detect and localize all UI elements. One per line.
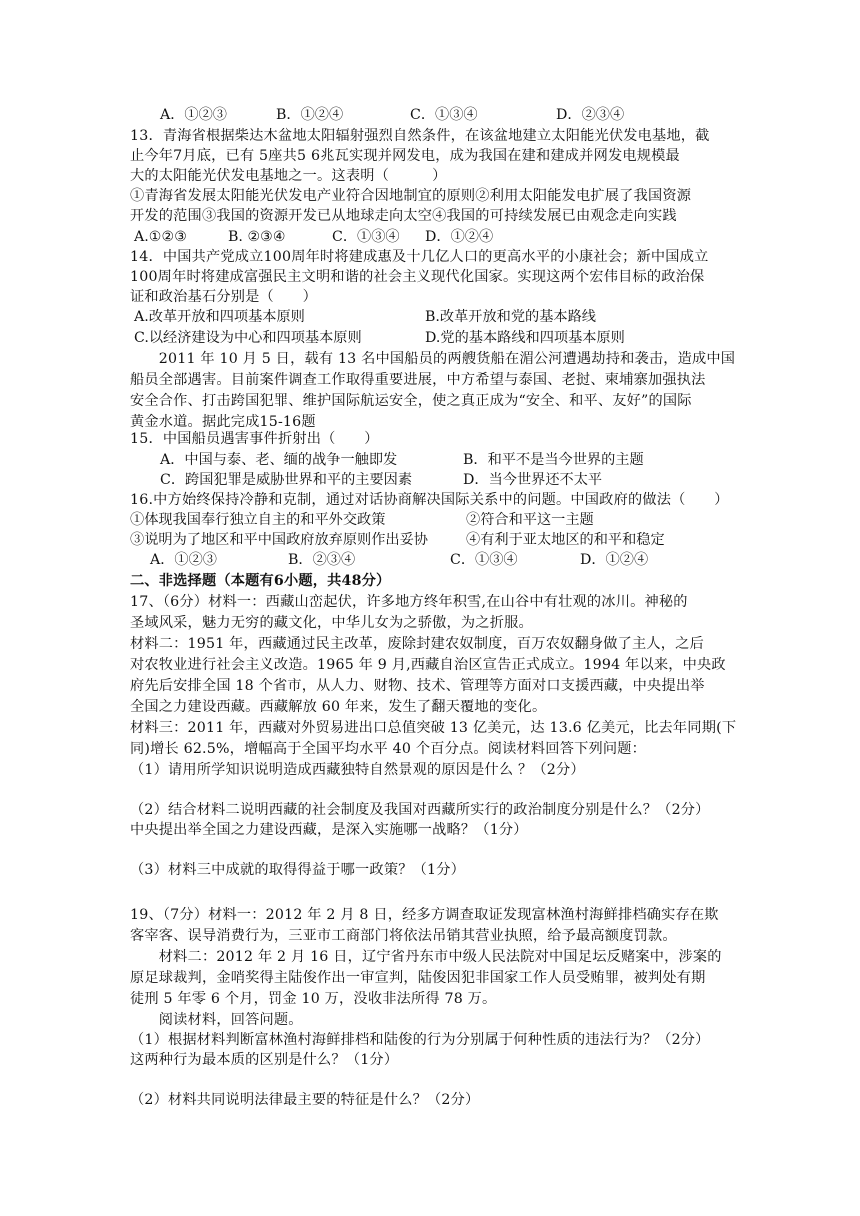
- q19-sub-question-1: 这两种行为最本质的区别是什么？（1分）: [130, 1052, 399, 1068]
- q12-option-b: B．①②④: [276, 107, 344, 123]
- q12-option-d: D．②③④: [556, 107, 625, 123]
- q13-option-b: B. ②③④: [228, 229, 286, 245]
- intro-15-16-line: 船员全部遇害。目前案件调查工作取得重要进展，中方希望与泰国、老挝、柬埔寨加强执法: [130, 372, 706, 388]
- q17-sub-question-1: （1）请用所学知识说明造成西藏独特自然景观的原因是什么 ？（2分）: [130, 762, 585, 778]
- q14-stem-line: 14．中国共产党成立100周年时将建成惠及十几亿人口的更高水平的小康社会；新中国成立: [130, 249, 709, 265]
- intro-15-16-line: 安全合作、打击跨国犯罪、维护国际航运安全，使之真正成为“安全、和平、友好”的国际: [130, 393, 692, 409]
- q12-option-a: A．①②③: [160, 107, 227, 123]
- q13-option-a: A.①②③: [134, 229, 187, 245]
- intro-15-16-line: 黄金水道。据此完成15-16题: [130, 414, 316, 430]
- q17-sub-question-3: （3）材料三中成就的取得得益于哪一政策？（1分）: [130, 862, 465, 878]
- q19-material-line: 徒刑 5 年零 6 个月，罚金 10 万，没收非法所得 78 万。: [130, 991, 497, 1007]
- q14-option-c: C.以经济建设为中心和四项基本原则: [134, 330, 362, 346]
- q17-material-line: 材料二：1951 年，西藏通过民主改革，废除封建农奴制度，百万农奴翻身做了主人，之后: [130, 636, 704, 652]
- q13-stem-line: 止今年7月底，已有 5座共5 6兆瓦实现并网发电，成为我国在建和建成并网发电规模最: [130, 148, 680, 164]
- q19-material-line: 客宰客、误导消费行为，三亚市工商部门将依法吊销其营业执照，给予最高额度罚款。: [130, 928, 677, 944]
- q19-material-line: 原足球裁判，金哨奖得主陆俊作出一审宣判，陆俊因犯非国家工作人员受贿罪，被判处有期: [130, 970, 706, 986]
- q16-option-b: B．②③④: [288, 552, 356, 568]
- q13-statements-line: ①青海省发展太阳能光伏发电产业符合因地制宜的原则②利用太阳能发电扩展了我国资源: [130, 188, 692, 204]
- q16-statement: ④有利于亚太地区的和平和稳定: [466, 532, 665, 548]
- q17-material-line: 圣域风采，魅力无穷的藏文化，中华儿女为之骄傲，为之折服。: [130, 615, 533, 631]
- q13-option-d: D．①②④: [425, 229, 494, 245]
- q16-option-d: D．①②④: [580, 552, 649, 568]
- q17-material-line: 全国之力建设西藏。西藏解放 60 年来，发生了翻天覆地的变化。: [130, 699, 547, 715]
- q17-material-line: 府先后安排全国 18 个省市，从人力、财物、技术、管理等方面对口支援西藏，中央提出举: [130, 678, 705, 694]
- q17-sub-question-2: （2）结合材料二说明西藏的社会制度及我国对西藏所实行的政治制度分别是什么？（2分）: [130, 802, 710, 818]
- q14-stem-line: 100周年时将建成富强民主文明和谐的社会主义现代化国家。实现这两个宏伟目标的政治保: [130, 269, 705, 285]
- q19-material-line: 阅读材料，回答问题。: [130, 1012, 303, 1028]
- q15-option-a: A．中国与泰、老、缅的战争一触即发: [160, 452, 398, 468]
- q16-option-c: C．①③④: [450, 552, 518, 568]
- q17-material-line: 对农牧业进行社会主义改造。1965 年 9 月,西藏自治区宣告正式成立。1994 年以来，中央政: [130, 657, 726, 673]
- q17-material-line: 材料三：2011 年，西藏对外贸易进出口总值突破 13 亿美元，达 13.6 亿美元，比去年同期(下: [130, 720, 737, 736]
- q16-statement: ①体现我国奉行独立自主的和平外交政策: [130, 512, 386, 528]
- intro-15-16-line: 2011 年 10 月 5 日，载有 13 名中国船员的两艘货船在湄公河遭遇劫持和袭击，造成中国: [130, 351, 736, 367]
- q15-option-b: B．和平不是当今世界的主题: [463, 452, 644, 468]
- q17-material-line: 同)增长 62.5%，增幅高于全国平均水平 40 个百分点。阅读材料回答下列问题：: [130, 741, 647, 757]
- q17-material-line: 17、（6分）材料一：西藏山峦起伏，许多地方终年积雪,在山谷中有壮观的冰川。神秘的: [130, 594, 688, 610]
- q12-option-c: C．①③④: [410, 107, 478, 123]
- q19-material-line: 材料二：2012 年 2 月 16 日，辽宁省丹东市中级人民法院对中国足坛反赌案中，涉案的: [130, 949, 722, 965]
- q15-option-c: C．跨国犯罪是威胁世界和平的主要因素: [160, 472, 413, 488]
- q13-option-c: C．①③④: [332, 229, 400, 245]
- q15-stem: 15．中国船员遇害事件折射出（ ）: [130, 431, 379, 447]
- q14-option-a: A.改革开放和四项基本原则: [134, 309, 305, 325]
- q16-statement: ③说明为了地区和平中国政府放弃原则作出妥协: [130, 532, 428, 548]
- q16-option-a: A．①②③: [150, 552, 217, 568]
- q14-option-b: B.改革开放和党的基本路线: [425, 309, 596, 325]
- q16-statement: ②符合和平这一主题: [466, 512, 594, 528]
- q16-stem: 16.中方始终保持冷静和克制，通过对话协商解决国际关系中的问题。中国政府的做法（ ）: [130, 492, 729, 508]
- q19-material-line: 19、（7分）材料一：2012 年 2 月 8 日，经多方调查取证发现富林渔村海鲜排档确实存在欺: [130, 907, 719, 923]
- q19-sub-question-1: （1）根据材料判断富林渔村海鲜排档和陆俊的行为分别属于何种性质的违法行为？（2分）: [130, 1032, 710, 1048]
- q17-sub-question-2: 中央提出举全国之力建设西藏，是深入实施哪一战略？（1分）: [130, 822, 528, 838]
- q14-stem-line: 证和政治基石分别是（ ）: [130, 289, 318, 305]
- q15-option-d: D．当今世界还不太平: [463, 472, 603, 488]
- q13-stem-line: 大的太阳能光伏发电基地之一。这表明（ ）: [130, 168, 447, 184]
- q14-option-d: D.党的基本路线和四项基本原则: [425, 330, 625, 346]
- section-2-title: 二、非选择题（本题有6小题，共48分）: [130, 573, 391, 589]
- q19-sub-question-2: （2）材料共同说明法律最主要的特征是什么？（2分）: [130, 1092, 480, 1108]
- q13-stem-line: 13．青海省根据柴达木盆地太阳辐射强烈自然条件，在该盆地建立太阳能光伏发电基地，截: [130, 128, 710, 144]
- q13-statements-line: 开发的范围③我国的资源开发已从地球走向太空④我国的可持续发展已由观念走向实践: [130, 208, 677, 224]
